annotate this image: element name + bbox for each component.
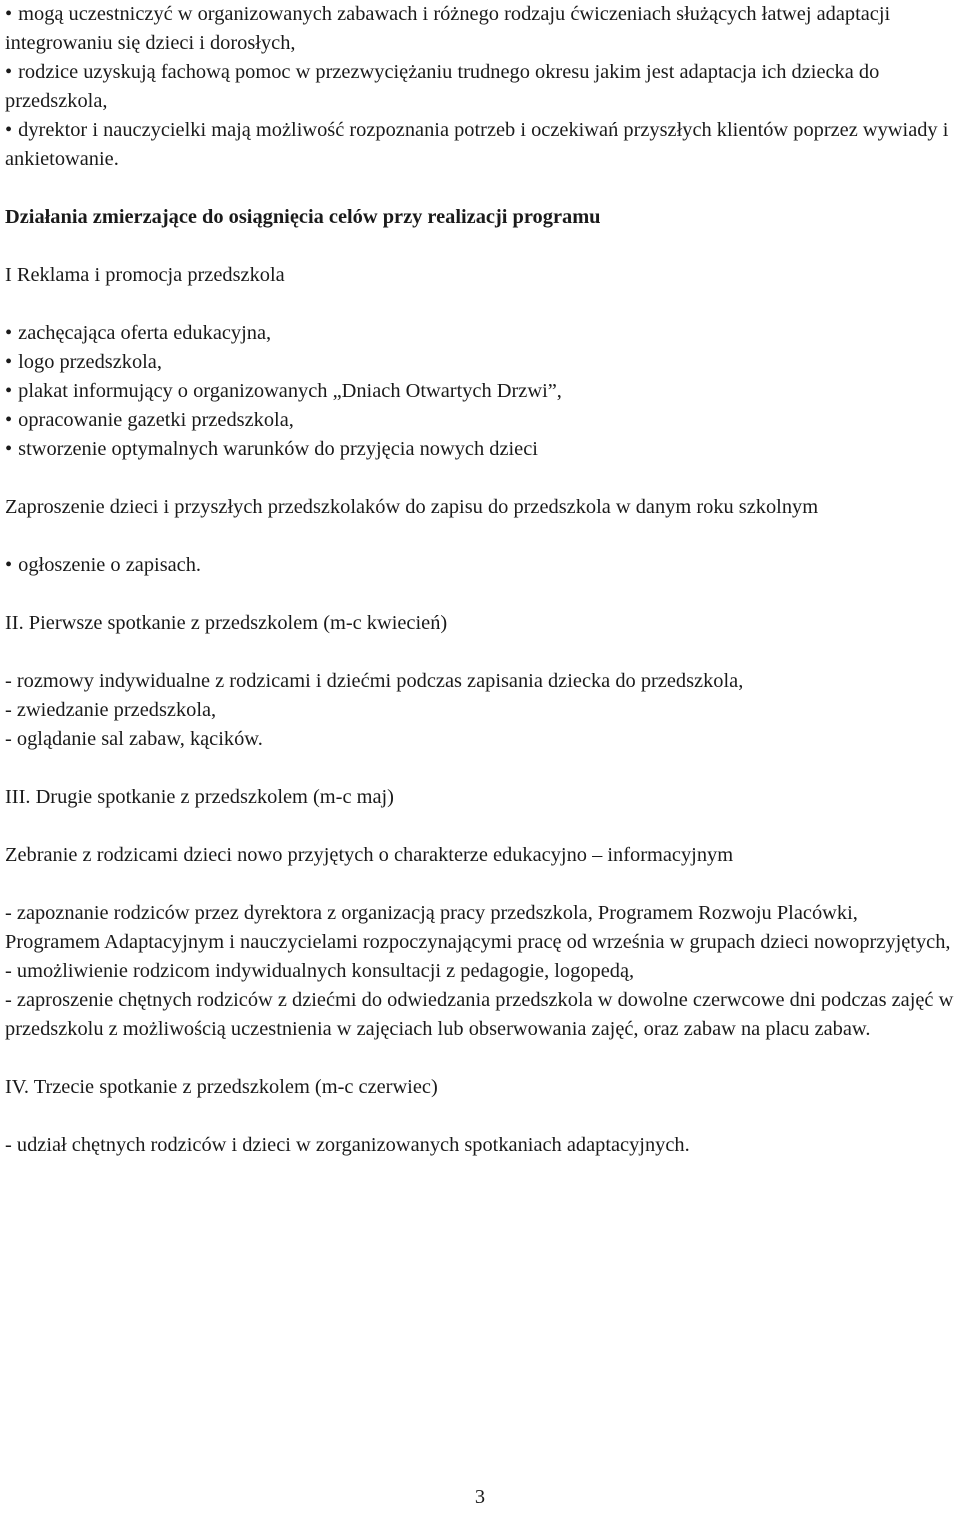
section-4-title: IV. Trzecie spotkanie z przedszkolem (m-c czerwiec) — [5, 1076, 438, 1098]
section-4-item: - udział chętnych rodziców i dzieci w zorganizowanych spotkaniach adaptacyjnych. — [5, 1134, 690, 1156]
section-1-title: I Reklama i promocja przedszkola — [5, 264, 285, 286]
section-3-item: - zaproszenie chętnych rodziców z dziećmi do odwiedzania przedszkola w dowolne czerwcowe dni podczas zajęć w przedszkolu z możliwością uczestnienia w zajęciach lub obserwowania zajęć, oraz zabaw na placu zabaw. — [5, 989, 954, 1040]
document-page — [5, 0, 955, 1521]
section-1-bullet-item: • zachęcająca oferta edukacyjna, — [5, 319, 955, 348]
section-1-bullet-list — [5, 319, 955, 464]
intro-bullet-item: • rodzice uzyskują fachową pomoc w przezwyciężaniu trudnego okresu jakim jest adaptacja ich dziecka do przedszkola, — [5, 58, 955, 116]
section-1-bullet-item: • opracowanie gazetki przedszkola, — [5, 406, 955, 435]
section-2-item: - zwiedzanie przedszkola, — [5, 699, 217, 721]
section-heading: Działania zmierzające do osiągnięcia celów przy realizacji programu — [5, 206, 601, 228]
section-3-title: III. Drugie spotkanie z przedszkolem (m-c maj) — [5, 786, 394, 808]
section-3-item-list — [5, 899, 955, 1044]
intro-bullet-item: • dyrektor i nauczycielki mają możliwość rozpoznania potrzeb i oczekiwań przyszłych klientów poprzez wywiady i ankietowanie. — [5, 116, 955, 174]
intro-bullet-item: • mogą uczestniczyć w organizowanych zabawach i różnego rodzaju ćwiczeniach służących łatwej adaptacji integrowaniu się dzieci i dorosłych, — [5, 0, 955, 58]
invitation-bullet-item: • ogłoszenie o zapisach. — [5, 551, 955, 580]
section-1-bullet-item: • stworzenie optymalnych warunków do przyjęcia nowych dzieci — [5, 435, 955, 464]
section-2-title: II. Pierwsze spotkanie z przedszkolem (m-c kwiecień) — [5, 612, 448, 634]
section-4-item-list — [5, 1131, 955, 1160]
section-3-item: - umożliwienie rodzicom indywidualnych konsultacji z pedagogie, logopedą, — [5, 960, 635, 982]
section-2-item-list — [5, 667, 955, 754]
page-number: 3 — [474, 1486, 486, 1508]
section-2-item: - oglądanie sal zabaw, kącików. — [5, 728, 263, 750]
section-2-item: - rozmowy indywidualne z rodzicami i dziećmi podczas zapisania dziecka do przedszkola, — [5, 670, 744, 692]
intro-bullet-list — [5, 0, 955, 174]
section-1-bullet-item: • logo przedszkola, — [5, 348, 955, 377]
section-1-bullet-item: • plakat informujący o organizowanych „Dniach Otwartych Drzwi”, — [5, 377, 955, 406]
invitation-bullet-list — [5, 551, 955, 580]
section-3-subtitle: Zebranie z rodzicami dzieci nowo przyjętych o charakterze edukacyjno – informacyjnym — [5, 844, 734, 866]
invitation-paragraph: Zaproszenie dzieci i przyszłych przedszkolaków do zapisu do przedszkola w danym roku szkolnym — [5, 496, 819, 518]
section-3-item: - zapoznanie rodziców przez dyrektora z organizacją pracy przedszkola, Programem Rozwoju Placówki, Programem Adaptacyjnym i nauczycielami rozpoczynającymi pracę od września w grupach dzieci nowoprzyjętych, — [5, 902, 951, 953]
